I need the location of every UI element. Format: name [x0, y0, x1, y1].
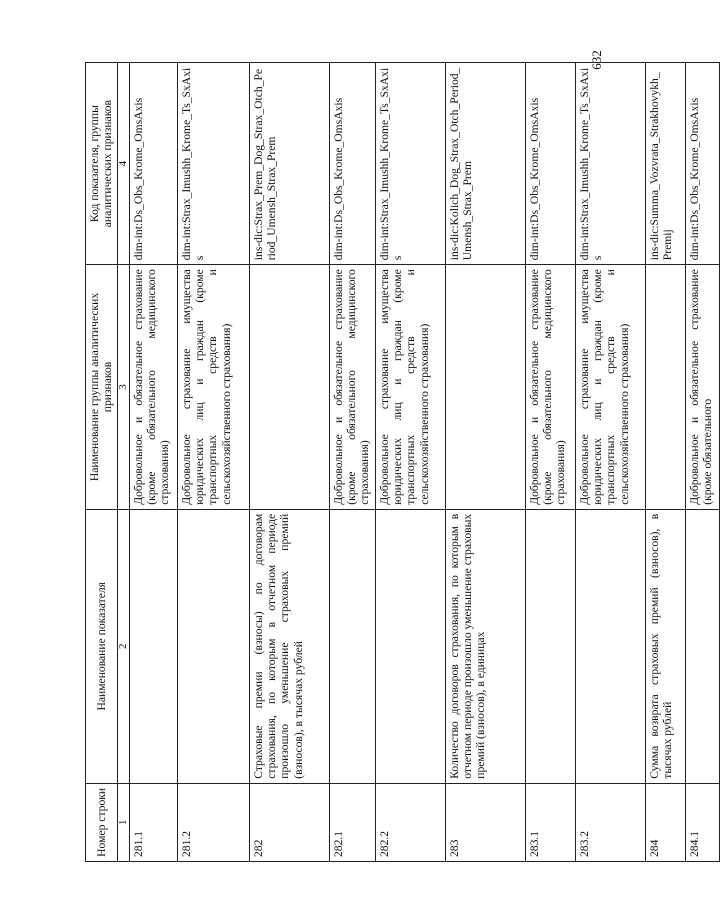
code-cell: dim-int:Ds_Obs_Krome_OmsAxis: [329, 63, 375, 265]
table-body: [129, 63, 719, 862]
table-row: [249, 63, 329, 862]
table-row: [525, 63, 575, 862]
table-row: [375, 63, 445, 862]
code-cell: ins-dic:Kolich_Dog_Strax_Otch_Period_Umensh_Strax_Prem: [445, 63, 525, 265]
row-number-cell: 283.1: [525, 783, 575, 861]
header-row: [86, 63, 118, 862]
indicator-name-cell: [685, 509, 719, 783]
table-row: [129, 63, 177, 862]
table-row: [329, 63, 375, 862]
indicator-name-cell: [177, 509, 249, 783]
table-row: [177, 63, 249, 862]
page-number: 632: [589, 50, 604, 70]
group-name-cell: [445, 265, 525, 510]
row-number-cell: 283.2: [575, 783, 645, 861]
indicator-name-cell: [575, 509, 645, 783]
indicator-name-cell: Количество договоров страхования, по которым в отчетном периоде произошло уменьшение страховых премий (взносов), в единицах: [445, 509, 525, 783]
code-cell: dim-int:Strax_Imushh_Krome_Ts_SxAxis: [575, 63, 645, 265]
table-row: [645, 63, 685, 862]
group-name-cell: Добровольное и обязательное страхование (кроме обязательного медицинского страхования): [525, 265, 575, 510]
code-cell: dim-int:Ds_Obs_Krome_OmsAxis: [525, 63, 575, 265]
header-indicator-name: Наименование показателя: [86, 509, 118, 783]
code-cell: dim-int:Ds_Obs_Krome_OmsAxis: [685, 63, 719, 265]
indicator-name-cell: Страховые премии (взносы) по договорам страхования, по которым в отчетном периоде произошло уменьшение страховых премий (взносов), в тысячах рублей: [249, 509, 329, 783]
indicator-name-cell: [329, 509, 375, 783]
table-row: [445, 63, 525, 862]
indicator-name-cell: Сумма возврата страховых премий (взносов), в тысячах рублей: [645, 509, 685, 783]
row-number-cell: 281.1: [129, 783, 177, 861]
table-row: [575, 63, 645, 862]
code-cell: dim-int:Strax_Imushh_Krome_Ts_SxAxis: [375, 63, 445, 265]
column-number: 3: [117, 265, 129, 510]
row-number-cell: 284: [645, 783, 685, 861]
row-number-cell: 283: [445, 783, 525, 861]
rotated-table-frame: [85, 62, 714, 862]
column-number: 2: [117, 509, 129, 783]
code-cell: ins-dic:Strax_Prem_Dog_Strax_Otch_Period_Umensh_Strax_Prem: [249, 63, 329, 265]
group-name-cell: Добровольное и обязательное страхование (кроме обязательного медицинского страхования): [329, 265, 375, 510]
group-name-cell: Добровольное и обязательное страхование (кроме обязательного: [685, 265, 719, 510]
group-name-cell: [645, 265, 685, 510]
table-container: [85, 62, 714, 862]
group-name-cell: Добровольное страхование имущества юридических лиц и граждан (кроме транспортных средств и сельскохозяйственного страхования): [177, 265, 249, 510]
code-cell: dim-int:Ds_Obs_Krome_OmsAxis: [129, 63, 177, 265]
header-row-number: Номер строки: [86, 783, 118, 861]
group-name-cell: Добровольное страхование имущества юридических лиц и граждан (кроме транспортных средств и сельскохозяйственного страхования): [575, 265, 645, 510]
row-number-cell: 282.2: [375, 783, 445, 861]
indicator-table: [85, 62, 720, 862]
row-number-cell: 284.1: [685, 783, 719, 861]
row-number-cell: 282.1: [329, 783, 375, 861]
header-group-name: Наименование группы аналитических признаков: [86, 265, 118, 510]
header-code: Код показателя, группы аналитических признаков: [86, 63, 118, 265]
column-number-row: [117, 63, 129, 862]
group-name-cell: Добровольное и обязательное страхование (кроме обязательного медицинского страхования): [129, 265, 177, 510]
table-row: [685, 63, 719, 862]
indicator-name-cell: [375, 509, 445, 783]
row-number-cell: 281.2: [177, 783, 249, 861]
row-number-cell: 282: [249, 783, 329, 861]
column-number: 1: [117, 783, 129, 861]
group-name-cell: Добровольное страхование имущества юридических лиц и граждан (кроме транспортных средств и сельскохозяйственного страхования): [375, 265, 445, 510]
code-cell: dim-int:Strax_Imushh_Krome_Ts_SxAxis: [177, 63, 249, 265]
column-number: 4: [117, 63, 129, 265]
indicator-name-cell: [525, 509, 575, 783]
code-cell: ins-dic:Summa_Vozvrata_Strakhovykh_Premij: [645, 63, 685, 265]
group-name-cell: [249, 265, 329, 510]
indicator-name-cell: [129, 509, 177, 783]
